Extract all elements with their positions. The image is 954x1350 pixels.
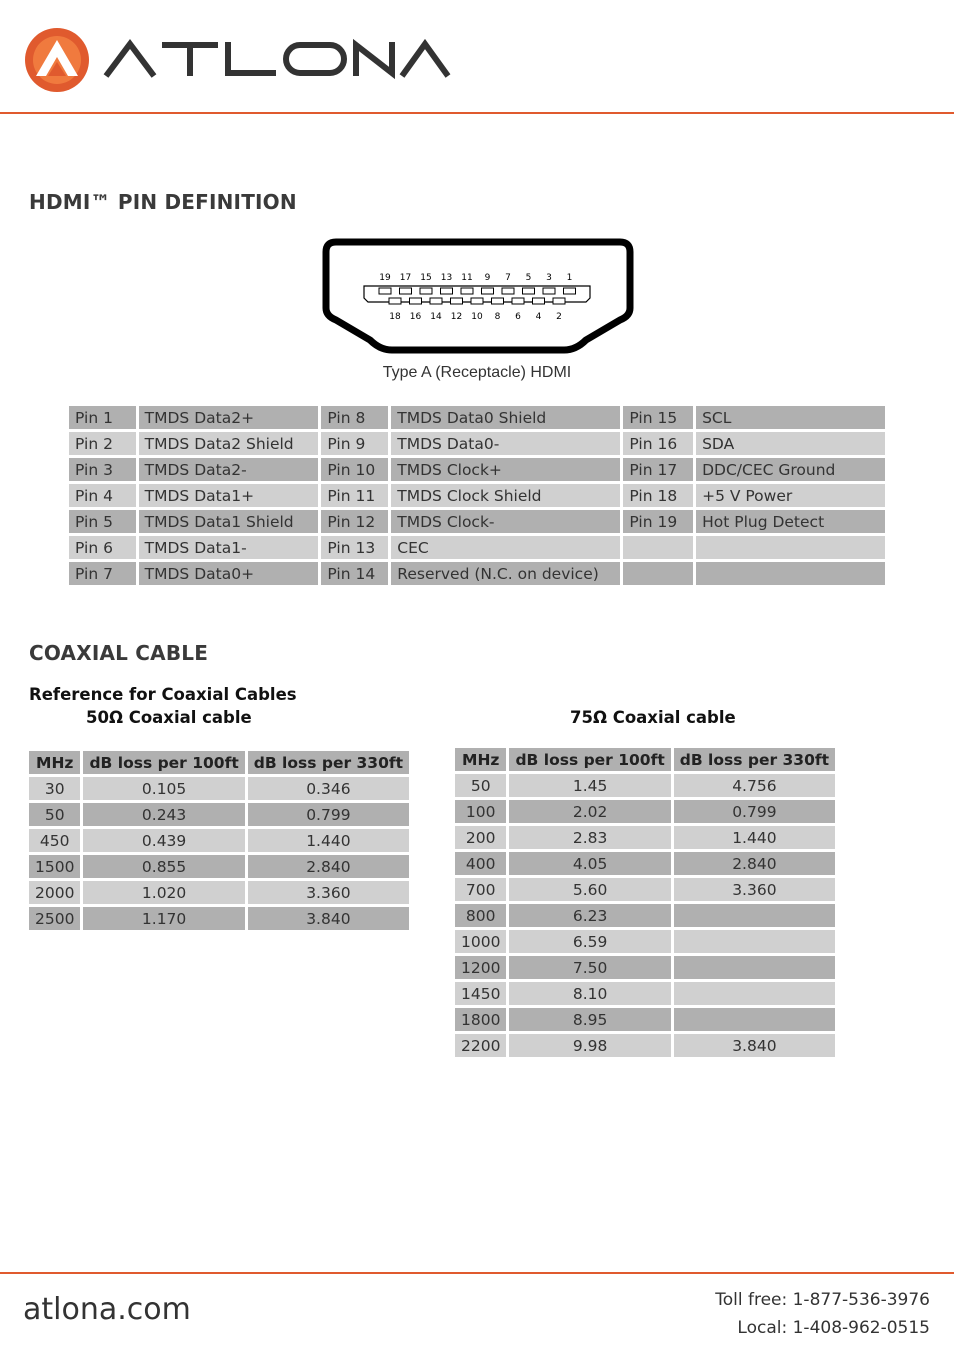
table-row: [455, 826, 835, 849]
table-cell: 6.59: [509, 930, 670, 953]
table-cell: Pin 1: [69, 406, 136, 429]
table-cell: 1.020: [83, 881, 244, 904]
table-cell: Pin 13: [321, 536, 388, 559]
table-cell: 2200: [455, 1034, 506, 1057]
table-row: [455, 904, 835, 927]
table-cell: 2.840: [674, 852, 835, 875]
pin-number-label: 16: [409, 312, 422, 322]
pin-number-label: 4: [535, 312, 542, 322]
table-row: [69, 406, 885, 429]
pin-contact: [553, 298, 565, 304]
table-cell: 1.440: [674, 826, 835, 849]
column-header: dB loss per 330ft: [248, 751, 409, 774]
table-cell: TMDS Data1-: [139, 536, 319, 559]
pin-contact: [420, 288, 432, 294]
pin-number-label: 18: [389, 312, 401, 322]
table-row: [29, 855, 409, 878]
table-cell: 6.23: [509, 904, 670, 927]
table-cell: 3.360: [674, 878, 835, 901]
table-cell: 1.45: [509, 774, 670, 797]
table-cell: 450: [29, 829, 80, 852]
table-cell: 0.799: [248, 803, 409, 826]
table-cell: 8.10: [509, 982, 670, 1005]
table-cell: [623, 536, 693, 559]
table-cell: [623, 562, 693, 585]
table-row: [29, 803, 409, 826]
column-header: dB loss per 100ft: [509, 748, 670, 771]
table-cell: TMDS Data2+: [139, 406, 319, 429]
table-row: [455, 878, 835, 901]
toll-free-number: Toll free: 1-877-536-3976: [715, 1290, 930, 1310]
table-cell: Pin 4: [69, 484, 136, 507]
table-row: [455, 956, 835, 979]
table-row: [29, 829, 409, 852]
pin-contact: [502, 288, 514, 294]
pin-number-label: 6: [515, 312, 521, 322]
table-cell: 2500: [29, 907, 80, 930]
cable-75-table: [452, 745, 838, 1060]
table-cell: Pin 10: [321, 458, 388, 481]
table-cell: 700: [455, 878, 506, 901]
table-cell: Pin 8: [321, 406, 388, 429]
table-cell: TMDS Data2-: [139, 458, 319, 481]
table-cell: TMDS Data2 Shield: [139, 432, 319, 455]
table-row: [69, 458, 885, 481]
cable-50-title: 50Ω Coaxial cable: [86, 708, 252, 727]
pin-number-label: 2: [556, 312, 562, 322]
table-cell: 200: [455, 826, 506, 849]
table-row: [455, 982, 835, 1005]
table-row: [29, 907, 409, 930]
table-cell: Pin 16: [623, 432, 693, 455]
table-cell: [674, 904, 835, 927]
table-cell: 100: [455, 800, 506, 823]
table-cell: Pin 2: [69, 432, 136, 455]
table-row: [69, 510, 885, 533]
table-row: [69, 432, 885, 455]
pin-contact: [512, 298, 524, 304]
pin-number-label: 8: [494, 312, 501, 322]
connector-caption: Type A (Receptacle) HDMI: [382, 364, 572, 381]
table-cell: Pin 14: [321, 562, 388, 585]
pin-number-label: 3: [546, 273, 552, 283]
table-row: [455, 852, 835, 875]
table-cell: 3.360: [248, 881, 409, 904]
table-cell: 5.60: [509, 878, 670, 901]
pin-contact: [379, 288, 391, 294]
table-cell: 2.02: [509, 800, 670, 823]
table-row: [29, 777, 409, 800]
table-row: [455, 1034, 835, 1057]
pin-contact: [410, 298, 422, 304]
table-cell: 1450: [455, 982, 506, 1005]
table-cell: 2.83: [509, 826, 670, 849]
table-cell: TMDS Clock+: [391, 458, 620, 481]
table-cell: 1500: [29, 855, 80, 878]
table-cell: 50: [29, 803, 80, 826]
table-cell: Reserved (N.C. on device): [391, 562, 620, 585]
table-cell: Pin 17: [623, 458, 693, 481]
table-cell: 0.105: [83, 777, 244, 800]
table-row: [69, 484, 885, 507]
table-cell: 3.840: [248, 907, 409, 930]
table-cell: 2000: [29, 881, 80, 904]
table-cell: TMDS Data0+: [139, 562, 319, 585]
table-cell: TMDS Data1 Shield: [139, 510, 319, 533]
pin-number-label: 5: [525, 273, 532, 283]
table-cell: 4.05: [509, 852, 670, 875]
table-cell: Pin 12: [321, 510, 388, 533]
pin-contact: [482, 288, 494, 294]
table-cell: Pin 9: [321, 432, 388, 455]
table-cell: SDA: [696, 432, 885, 455]
table-cell: 1200: [455, 956, 506, 979]
table-cell: [674, 930, 835, 953]
pin-contact: [400, 288, 412, 294]
table-cell: 30: [29, 777, 80, 800]
pin-number-label: 13: [440, 273, 453, 283]
table-cell: 4.756: [674, 774, 835, 797]
table-cell: TMDS Clock-: [391, 510, 620, 533]
pin-number-label: 9: [484, 273, 491, 283]
pin-number-label: 1: [566, 273, 573, 283]
column-header: MHz: [29, 751, 80, 774]
pin-contact: [543, 288, 555, 294]
pin-contact: [441, 288, 453, 294]
cable-50-table: [26, 748, 412, 933]
table-cell: Pin 6: [69, 536, 136, 559]
table-cell: TMDS Data1+: [139, 484, 319, 507]
pin-contact: [533, 298, 545, 304]
table-cell: 7.50: [509, 956, 670, 979]
table-cell: 0.439: [83, 829, 244, 852]
pin-contact: [523, 288, 535, 294]
table-row: [69, 536, 885, 559]
table-row: [69, 562, 885, 585]
table-cell: [696, 536, 885, 559]
pin-number-label: 12: [450, 312, 463, 322]
table-cell: [674, 956, 835, 979]
footer-divider: [0, 1272, 954, 1274]
table-cell: Pin 3: [69, 458, 136, 481]
table-cell: DDC/CEC Ground: [696, 458, 885, 481]
cable-75-title: 75Ω Coaxial cable: [570, 708, 736, 727]
local-number: Local: 1-408-962-0515: [737, 1318, 930, 1338]
pin-contact: [430, 298, 442, 304]
contact-info: [715, 1286, 930, 1342]
table-cell: 0.243: [83, 803, 244, 826]
table-cell: TMDS Clock Shield: [391, 484, 620, 507]
table-cell: [674, 1008, 835, 1031]
table-cell: 1.170: [83, 907, 244, 930]
table-row: [455, 930, 835, 953]
table-cell: Pin 5: [69, 510, 136, 533]
table-cell: Pin 11: [321, 484, 388, 507]
pin-contact: [564, 288, 576, 294]
table-cell: Pin 7: [69, 562, 136, 585]
column-header: dB loss per 330ft: [674, 748, 835, 771]
table-cell: 8.95: [509, 1008, 670, 1031]
pin-contact: [492, 298, 504, 304]
atlona-logo: [22, 24, 452, 96]
coaxial-cable-title: COAXIAL CABLE: [29, 641, 209, 665]
table-cell: Pin 15: [623, 406, 693, 429]
hdmi-connector-diagram: [318, 236, 638, 358]
pin-contact: [451, 298, 463, 304]
table-cell: Hot Plug Detect: [696, 510, 885, 533]
column-header: dB loss per 100ft: [83, 751, 244, 774]
table-cell: 50: [455, 774, 506, 797]
pin-contact: [461, 288, 473, 294]
table-cell: 1800: [455, 1008, 506, 1031]
table-cell: 400: [455, 852, 506, 875]
pin-number-label: 14: [430, 312, 442, 322]
table-cell: 3.840: [674, 1034, 835, 1057]
website-link[interactable]: atlona.com: [23, 1292, 191, 1327]
pin-number-label: 19: [379, 273, 391, 283]
table-cell: 800: [455, 904, 506, 927]
coax-reference-heading: Reference for Coaxial Cables: [29, 685, 297, 704]
table-cell: +5 V Power: [696, 484, 885, 507]
table-cell: 0.799: [674, 800, 835, 823]
table-cell: TMDS Data0-: [391, 432, 620, 455]
table-row: [29, 881, 409, 904]
table-cell: SCL: [696, 406, 885, 429]
table-cell: CEC: [391, 536, 620, 559]
table-cell: 2.840: [248, 855, 409, 878]
table-cell: Pin 18: [623, 484, 693, 507]
table-cell: [674, 982, 835, 1005]
table-cell: Pin 19: [623, 510, 693, 533]
pin-number-label: 7: [505, 273, 511, 283]
table-row: [455, 1008, 835, 1031]
table-cell: 1000: [455, 930, 506, 953]
pin-definition-table: [66, 403, 888, 588]
pin-number-label: 17: [399, 273, 412, 283]
table-cell: 1.440: [248, 829, 409, 852]
table-cell: [696, 562, 885, 585]
table-row: [455, 800, 835, 823]
pin-number-label: 10: [471, 312, 483, 322]
page-header: [0, 0, 954, 114]
table-cell: 9.98: [509, 1034, 670, 1057]
pin-contact: [389, 298, 401, 304]
pin-number-label: 11: [461, 273, 473, 283]
table-cell: 0.855: [83, 855, 244, 878]
pin-definition-title: HDMI™ PIN DEFINITION: [29, 190, 297, 214]
table-cell: TMDS Data0 Shield: [391, 406, 620, 429]
table-row: [455, 774, 835, 797]
pin-contact: [471, 298, 483, 304]
column-header: MHz: [455, 748, 506, 771]
table-cell: 0.346: [248, 777, 409, 800]
pin-number-label: 15: [420, 273, 432, 283]
